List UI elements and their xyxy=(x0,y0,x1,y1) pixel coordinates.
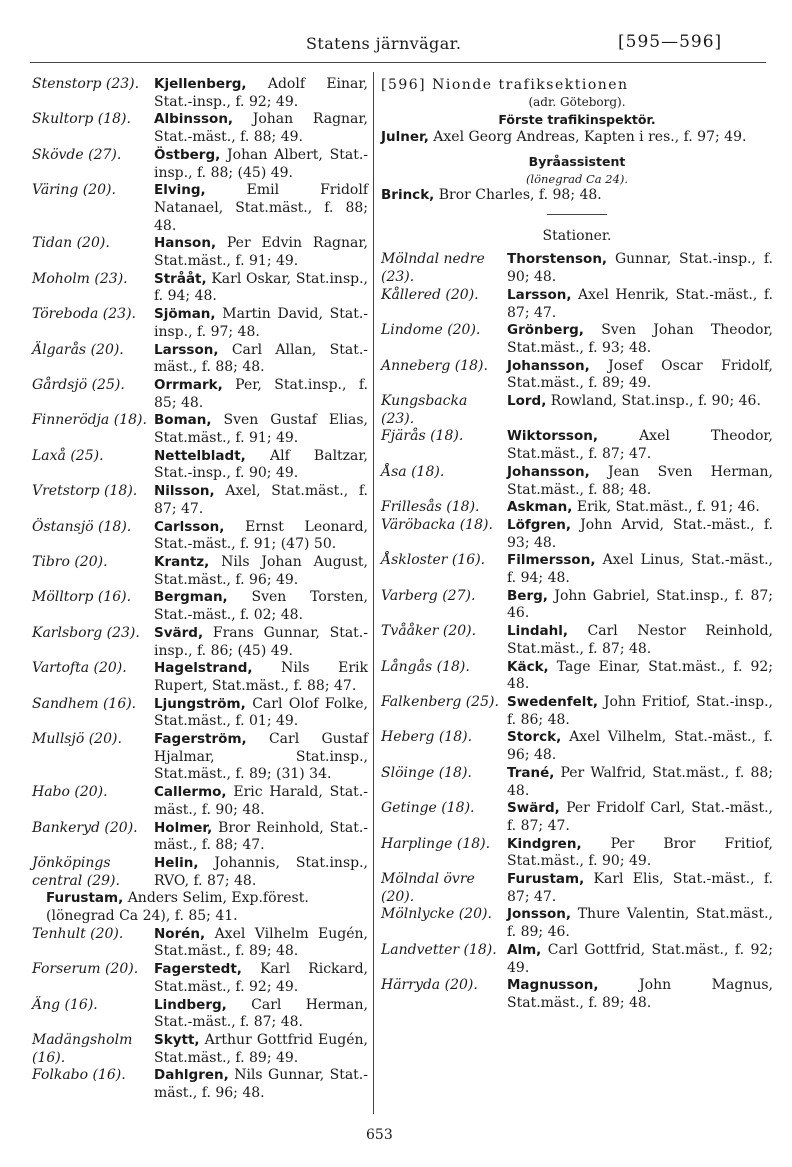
person-details: Erik, Stat.mäst., f. 91; 46. xyxy=(576,499,760,516)
person-name: Elving, xyxy=(154,182,206,199)
person-name: Hagelstrand, xyxy=(154,660,253,677)
station-entry xyxy=(381,942,773,977)
station-name: Långås (18). xyxy=(381,658,470,675)
station-entry xyxy=(32,182,368,235)
entry-body xyxy=(507,358,773,393)
entry-body xyxy=(507,393,773,428)
station-entry xyxy=(32,111,368,146)
person-details: John Fritiof, Stat.-insp., f. 86; 48. xyxy=(507,693,773,728)
station-name: Älgarås (20). xyxy=(32,341,124,358)
entry-body xyxy=(154,111,368,146)
entry-body xyxy=(154,76,368,111)
running-header-title: Statens järnvägar. xyxy=(306,34,462,53)
person-details: Anders Selim, Exp.förest. (lönegrad Ca 24), f. 85; 41. xyxy=(46,890,309,925)
person-details: Karl Oskar, Stat.insp., f. 94; 48. xyxy=(154,270,368,305)
entry-body xyxy=(154,997,368,1032)
station-list xyxy=(381,251,773,1012)
entry-body xyxy=(154,961,368,996)
person-name: Orrmark, xyxy=(154,376,223,393)
entry-body xyxy=(507,251,773,286)
entry-body xyxy=(154,784,368,819)
entry-body xyxy=(154,519,368,554)
station-name: Laxå (25). xyxy=(32,447,104,464)
person-name: Callermo, xyxy=(154,784,227,801)
person-name: Kjellenberg, xyxy=(154,76,247,92)
entry-body xyxy=(507,659,773,694)
station-name: Östansjö (18). xyxy=(32,518,132,535)
person-name: Brinck, xyxy=(381,186,435,203)
station-entry xyxy=(32,448,368,483)
person-name: Furustam, xyxy=(46,890,124,907)
station-name: Äng (16). xyxy=(32,996,98,1013)
person-name: Carlsson, xyxy=(154,518,225,535)
station-entry xyxy=(381,552,773,587)
station-entry xyxy=(381,871,773,906)
station-name: Karlsborg (23). xyxy=(32,624,140,641)
person-name: Storck, xyxy=(507,729,562,746)
person-name: Norén, xyxy=(154,925,206,942)
person-name: Strååt, xyxy=(154,270,207,287)
station-entry xyxy=(32,784,368,819)
station-entry xyxy=(32,554,368,589)
station-entry xyxy=(381,765,773,800)
short-divider xyxy=(547,214,607,215)
station-name: Mölndal övre (20). xyxy=(381,871,475,905)
station-entry xyxy=(381,977,773,1012)
entry-body xyxy=(507,517,773,552)
entry-body xyxy=(507,499,773,517)
person-name: Fagerstedt, xyxy=(154,961,242,978)
person-details: Axel Theodor, Stat.mäst., f. 87; 47. xyxy=(507,428,773,463)
station-name: Åsa (18). xyxy=(381,463,445,480)
station-name: Skövde (27). xyxy=(32,146,122,163)
person-details: Per, Stat.insp., f. 85; 48. xyxy=(154,376,368,411)
person-details: Per Bror Fritiof, Stat.mäst., f. 90; 49. xyxy=(507,835,773,870)
person-details: Tage Einar, Stat.mäst., f. 92; 48. xyxy=(507,658,774,693)
station-name: Tidan (20). xyxy=(32,235,110,252)
station-name: Töreboda (23). xyxy=(32,306,136,323)
station-entry xyxy=(381,836,773,871)
station-name: Mölnlycke (20). xyxy=(381,906,492,923)
person-details: Karl Rickard, Stat.mäst., f. 92; 49. xyxy=(154,961,368,995)
station-entry xyxy=(32,660,368,695)
person-details: Axel Linus, Stat.-mäst., f. 94; 48. xyxy=(507,552,773,587)
entry-body xyxy=(507,552,773,587)
station-entry xyxy=(32,377,368,412)
assistant-title: Byråassistent xyxy=(528,153,626,169)
person-name: Skytt, xyxy=(154,1031,200,1048)
station-entry xyxy=(381,428,773,463)
station-entry xyxy=(32,997,368,1032)
station-entry xyxy=(32,926,368,961)
person-details: Johan Albert, Stat.-insp., f. 88; (45) 49. xyxy=(154,146,369,181)
person-details: John Gabriel, Stat.insp., f. 87; 46. xyxy=(507,587,773,622)
station-name: Mölndal nedre (23). xyxy=(381,251,485,286)
person-details: Ernst Leonard, Stat.-mäst., f. 91; (47) 50. xyxy=(154,518,369,553)
station-name: Falkenberg (25). xyxy=(381,693,499,710)
person-name: Boman, xyxy=(154,412,212,429)
person-name: Furustam, xyxy=(507,871,585,888)
entry-body xyxy=(154,147,368,182)
entry-body xyxy=(507,977,773,1012)
entry-body xyxy=(507,871,773,906)
person-details: Carl Herman, Stat.-mäst., f. 87; 48. xyxy=(154,996,368,1031)
person-details: Axel Vilhelm Eugén, Stat.mäst., f. 89; 48. xyxy=(154,925,368,960)
person-details: Sven Johan Theodor, Stat.mäst., f. 93; 48. xyxy=(507,322,774,356)
entry-body xyxy=(507,464,773,499)
person-details: Axel Georg Andreas, Kapten i res., f. 97; 49. xyxy=(433,129,747,145)
stations-heading: Stationer. xyxy=(542,228,612,245)
entry-body xyxy=(154,731,368,784)
person-details: Rowland, Stat.insp., f. 90; 46. xyxy=(550,393,761,410)
station-entry xyxy=(32,76,368,111)
person-name: Lindahl, xyxy=(507,623,568,640)
entry-body xyxy=(154,271,368,306)
chief-entry xyxy=(381,129,773,147)
person-name: Helin, xyxy=(154,854,199,871)
person-details: Per Edvin Ragnar, Stat.mäst., f. 91; 49. xyxy=(154,235,368,270)
station-name: Härryda (20). xyxy=(381,977,478,994)
station-entry xyxy=(381,287,773,322)
station-entry xyxy=(381,906,773,941)
page-number: 653 xyxy=(366,1127,393,1143)
person-details: John Arvid, Stat.-mäst., f. 93; 48. xyxy=(507,516,773,551)
entry-body xyxy=(507,942,773,977)
entry-body xyxy=(507,623,773,658)
entry-body xyxy=(154,235,368,270)
person-name: Thorstenson, xyxy=(507,251,608,268)
station-name: Tenhult (20). xyxy=(32,925,124,942)
column-divider xyxy=(373,72,374,1114)
assistant-grade: (lönegrad Ca 24). xyxy=(525,171,629,186)
person-name: Fagerström, xyxy=(154,731,247,748)
station-entry xyxy=(32,306,368,341)
person-details: Axel Vilhelm, Stat.-mäst., f. 96; 48. xyxy=(507,729,774,764)
entry-body xyxy=(154,855,368,890)
station-name: Finnerödja (18). xyxy=(32,412,147,429)
entry-body xyxy=(154,483,368,518)
person-details: Karl Elis, Stat.-mäst., f. 87; 47. xyxy=(507,871,773,905)
person-details: Thure Valentin, Stat.mäst., f. 89; 46. xyxy=(507,906,773,941)
station-entry xyxy=(381,251,773,286)
station-entry xyxy=(381,517,773,552)
entry-body xyxy=(507,836,773,871)
person-name: Swärd, xyxy=(507,800,560,817)
station-entry xyxy=(381,322,773,357)
entry-body xyxy=(154,342,368,377)
person-name: Nilsson, xyxy=(154,483,215,500)
station-name: Fjärås (18). xyxy=(381,428,464,445)
entry-body xyxy=(154,448,368,483)
person-name: Lindberg, xyxy=(154,996,227,1013)
person-name: Johansson, xyxy=(507,357,590,374)
station-name: Harplinge (18). xyxy=(381,835,491,852)
station-name: Forserum (20). xyxy=(32,961,139,978)
entry-body xyxy=(154,554,368,589)
person-name: Julner, xyxy=(381,129,429,145)
station-entry xyxy=(32,147,368,182)
station-entry xyxy=(32,696,368,731)
station-name: Madängsholm (16). xyxy=(32,1031,133,1066)
station-entry xyxy=(381,623,773,658)
station-name: Mullsjö (20). xyxy=(32,731,122,748)
person-details: Johannis, Stat.insp., RVO, f. 87; 48. xyxy=(154,854,368,889)
person-name: Löfgren, xyxy=(507,516,571,533)
station-entry xyxy=(32,731,368,784)
person-name: Krantz, xyxy=(154,553,210,570)
person-name: Lord, xyxy=(507,393,547,410)
person-name: Berg, xyxy=(507,587,548,604)
person-name: Larsson, xyxy=(507,286,572,303)
person-details: Gunnar, Stat.-insp., f. 90; 48. xyxy=(507,251,773,286)
station-name: Landvetter (18). xyxy=(381,941,497,958)
person-name: Östberg, xyxy=(154,146,221,163)
entry-body xyxy=(154,412,368,447)
person-name: Nettelbladt, xyxy=(154,447,246,464)
station-entry xyxy=(32,483,368,518)
person-details: Nils Gunnar, Stat.-mäst., f. 96; 48. xyxy=(154,1067,368,1102)
person-details: Adolf Einar, Stat.-insp., f. 92; 49. xyxy=(154,76,368,110)
person-name: Johansson, xyxy=(507,463,590,480)
station-entry xyxy=(32,855,368,890)
station-name: Getinge (18). xyxy=(381,800,475,817)
station-name: Lindome (20). xyxy=(381,322,481,339)
person-details: Eric Harald, Stat.-mäst., f. 90; 48. xyxy=(154,784,368,818)
person-name: Bergman, xyxy=(154,589,228,606)
entry-body xyxy=(507,906,773,941)
section-address: (adr. Göteborg). xyxy=(528,95,626,109)
station-entry xyxy=(381,499,773,517)
person-name: Kindgren, xyxy=(507,835,582,852)
station-entry xyxy=(381,694,773,729)
station-entry xyxy=(381,800,773,835)
station-entry xyxy=(32,820,368,855)
entry-body xyxy=(154,660,368,695)
person-name: Filmersson, xyxy=(507,552,596,569)
station-name: Habo (20). xyxy=(32,784,108,801)
entry-body xyxy=(154,1032,368,1067)
person-details: Alf Baltzar, Stat.-insp., f. 90; 49. xyxy=(154,447,368,482)
person-details: Josef Oscar Fridolf, Stat.mäst., f. 89; 49. xyxy=(507,357,773,392)
person-details: Per Walfrid, Stat.mäst., f. 88; 48. xyxy=(507,764,774,799)
entry-body xyxy=(507,765,773,800)
person-name: Swedenfelt, xyxy=(507,693,599,710)
station-entry xyxy=(32,412,368,447)
person-details: Sven Torsten, Stat.-mäst., f. 02; 48. xyxy=(154,589,369,624)
entry-body xyxy=(507,322,773,357)
station-name: Frillesås (18). xyxy=(381,499,480,516)
assistant-entry xyxy=(381,187,773,205)
entry-body xyxy=(507,588,773,623)
station-name: Vretstorp (18). xyxy=(32,483,138,500)
person-details: Per Fridolf Carl, Stat.-mäst., f. 87; 47. xyxy=(507,800,774,834)
station-name: Vartofta (20). xyxy=(32,660,127,677)
station-name: Kungsbacka (23). xyxy=(381,393,468,427)
person-name: Larsson, xyxy=(154,341,219,358)
person-details: Frans Gunnar, Stat.-insp., f. 86; (45) 49. xyxy=(154,624,368,659)
station-name: Tibro (20). xyxy=(32,553,108,570)
station-entry xyxy=(32,342,368,377)
section-heading: [596] Nionde trafiksektionen xyxy=(381,77,629,93)
entry-body xyxy=(154,926,368,961)
person-details: Axel, Stat.mäst., f. 87; 47. xyxy=(154,483,369,517)
station-entry xyxy=(381,358,773,393)
person-name: Alm, xyxy=(507,941,542,958)
person-details: John Magnus, Stat.mäst., f. 89; 48. xyxy=(507,977,773,1011)
person-name: Askman, xyxy=(507,499,573,516)
entry-body xyxy=(154,625,368,660)
person-details: Arthur Gottfrid Eugén, Stat.mäst., f. 89; 49. xyxy=(154,1031,369,1066)
left-column xyxy=(32,76,368,1103)
station-entry xyxy=(32,1032,368,1067)
entry-body xyxy=(507,694,773,729)
station-entry xyxy=(381,729,773,764)
right-column xyxy=(381,76,773,1013)
station-name: Skultorp (18). xyxy=(32,111,131,128)
person-name: Grönberg, xyxy=(507,322,584,339)
station-entry xyxy=(381,588,773,623)
person-name: Ljungström, xyxy=(154,695,246,712)
person-details: Carl Olof Folke, Stat.mäst., f. 01; 49. xyxy=(154,695,368,730)
person-details: Nils Johan August, Stat.mäst., f. 96; 49. xyxy=(154,553,369,588)
person-name: Magnusson, xyxy=(507,977,599,994)
header-rule xyxy=(30,62,766,63)
entry-body xyxy=(154,182,368,235)
chief-title: Förste trafikinspektör. xyxy=(498,112,656,127)
station-entry xyxy=(381,464,773,499)
person-name: Sjöman, xyxy=(154,306,216,323)
station-entry xyxy=(32,271,368,306)
person-details: Axel Henrik, Stat.-mäst., f. 87; 47. xyxy=(507,286,773,321)
person-details: Carl Gustaf Hjalmar, Stat.insp., Stat.mäst., f. 89; (31) 34. xyxy=(154,731,368,783)
station-name: Jönköpings central (29). xyxy=(32,854,120,889)
entry-body xyxy=(154,1067,368,1102)
station-entry xyxy=(32,235,368,270)
station-entry xyxy=(381,659,773,694)
person-details: Martin David, Stat.-insp., f. 97; 48. xyxy=(154,306,369,340)
station-entry xyxy=(32,589,368,624)
person-details: Bror Reinhold, Stat.-mäst., f. 88; 47. xyxy=(154,819,369,854)
entry-body xyxy=(154,377,368,412)
person-details: Johan Ragnar, Stat.-mäst., f. 88; 49. xyxy=(154,111,368,146)
entry-body xyxy=(154,820,368,855)
station-name: Väröbacka (18). xyxy=(381,516,493,533)
station-name: Varberg (27). xyxy=(381,587,476,604)
station-entry xyxy=(32,519,368,554)
entry-body xyxy=(154,696,368,731)
person-name: Holmer, xyxy=(154,819,213,836)
entry-body xyxy=(154,306,368,341)
station-name: Tvååker (20). xyxy=(381,623,477,640)
station-name: Stenstorp (23). xyxy=(32,76,140,92)
person-details: Sven Gustaf Elias, Stat.mäst., f. 91; 49. xyxy=(154,412,369,447)
entry-body xyxy=(507,729,773,764)
station-name: Moholm (23). xyxy=(32,270,128,287)
person-name: Albinsson, xyxy=(154,111,234,128)
entry-body xyxy=(507,428,773,463)
page-range: [595—596] xyxy=(618,32,723,52)
person-name: Trané, xyxy=(507,764,555,781)
station-name: Väring (20). xyxy=(32,182,116,199)
person-name: Wiktorsson, xyxy=(507,428,598,445)
station-name: Heberg (18). xyxy=(381,729,473,746)
station-name: Gårdsjö (25). xyxy=(32,376,125,393)
person-details: Jean Sven Herman, Stat.mäst., f. 88; 48. xyxy=(507,463,773,498)
station-name: Kållered (20). xyxy=(381,286,479,303)
person-details: Bror Charles, f. 98; 48. xyxy=(438,186,602,203)
person-details: Carl Gottfrid, Stat.mäst., f. 92; 49. xyxy=(507,941,774,976)
station-entry xyxy=(32,1067,368,1102)
station-name: Anneberg (18). xyxy=(381,357,488,374)
standalone-entry xyxy=(32,890,368,925)
station-name: Åskloster (16). xyxy=(381,552,486,569)
person-details: Carl Allan, Stat.-mäst., f. 88; 48. xyxy=(154,341,368,376)
station-name: Folkabo (16). xyxy=(32,1067,126,1084)
person-details: Carl Nestor Reinhold, Stat.mäst., f. 87; 48. xyxy=(507,623,773,657)
person-name: Jonsson, xyxy=(507,906,571,923)
person-details: Nils Erik Rupert, Stat.mäst., f. 88; 47. xyxy=(154,660,368,694)
person-name: Dahlgren, xyxy=(154,1067,229,1084)
person-name: Hanson, xyxy=(154,235,217,252)
station-entry xyxy=(381,393,773,428)
station-name: Bankeryd (20). xyxy=(32,819,138,836)
station-entry xyxy=(32,961,368,996)
station-name: Sandhem (16). xyxy=(32,695,137,712)
entry-body xyxy=(507,287,773,322)
entry-body xyxy=(154,589,368,624)
entry-body xyxy=(507,800,773,835)
station-name: Mölltorp (16). xyxy=(32,589,132,606)
person-name: Svärd, xyxy=(154,624,204,641)
person-name: Käck, xyxy=(507,658,549,675)
person-details: Emil Fridolf Natanael, Stat.mäst., f. 88; 48. xyxy=(154,182,368,234)
station-name: Slöinge (18). xyxy=(381,764,472,781)
station-entry xyxy=(32,625,368,660)
